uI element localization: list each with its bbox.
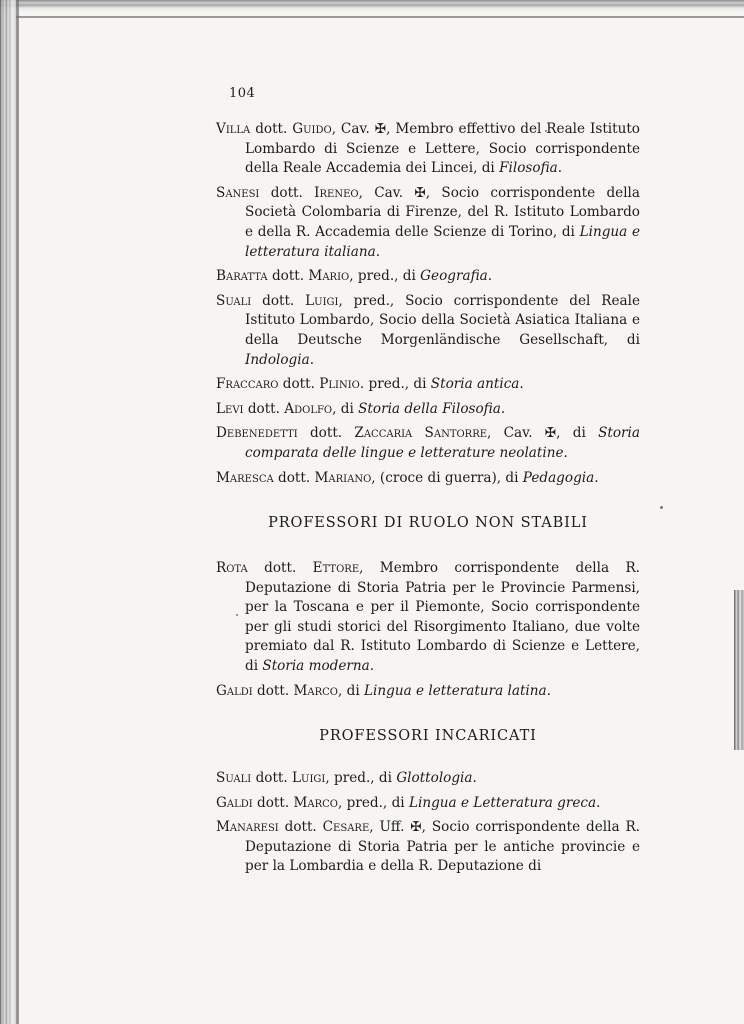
faculty-entry bbox=[216, 682, 640, 702]
entry-subject: Storia moderna bbox=[262, 657, 370, 674]
entry-title: dott. bbox=[259, 184, 315, 201]
entry-given-name: Ettore bbox=[312, 560, 360, 576]
entry-given-name: Marco bbox=[293, 794, 339, 811]
entry-subject: Storia antica bbox=[430, 376, 520, 393]
section-heading-adjunct: PROFESSORI INCARICATI bbox=[319, 728, 537, 744]
page-number: 104 bbox=[229, 86, 256, 101]
entry-given-name: Mariano bbox=[314, 469, 372, 486]
entry-given-name: Zaccaria Santorre bbox=[354, 425, 488, 442]
entry-subject: Lingua e letteratura latina bbox=[364, 682, 547, 699]
entry-surname: Levi bbox=[216, 400, 244, 417]
entry-description: , pred., di bbox=[338, 794, 409, 811]
faculty-entry bbox=[216, 184, 640, 262]
entry-surname: Maresca bbox=[216, 469, 274, 486]
entry-description: , (croce di guerra), di bbox=[371, 469, 523, 486]
entry-end: . bbox=[546, 682, 551, 699]
faculty-entry bbox=[216, 424, 640, 463]
entry-title: dott. bbox=[251, 292, 306, 309]
entry-end: . bbox=[309, 351, 315, 368]
faculty-entry bbox=[216, 769, 640, 789]
entry-surname: Suali bbox=[216, 770, 252, 786]
entry-surname: Debenedetti bbox=[216, 425, 298, 442]
faculty-entry bbox=[216, 292, 640, 370]
entry-surname: Baratta bbox=[216, 268, 268, 285]
entry-title: dott. bbox=[243, 400, 285, 417]
entry-subject: Glottologia bbox=[396, 770, 473, 786]
entry-surname: Fraccaro bbox=[216, 376, 279, 393]
faculty-entry bbox=[216, 818, 640, 877]
entry-given-name: Cesare bbox=[322, 819, 370, 836]
entry-end: . bbox=[500, 400, 506, 417]
entry-subject: Pedagogia bbox=[522, 469, 595, 486]
entry-title: dott. bbox=[252, 682, 294, 699]
scan-binding-edge bbox=[0, 0, 16, 1024]
entry-end: . bbox=[375, 243, 381, 260]
entries-block-ordinary-professors bbox=[216, 120, 640, 493]
entry-given-name: Luigi bbox=[292, 770, 326, 786]
entry-description: , pred., di bbox=[349, 268, 421, 285]
entry-description: , Uff. ✠, Socio corrispondente della R. Deputazione di Storia Patria per le antiche provincie e per la Lombardia e della R. Deputazione di bbox=[245, 819, 640, 875]
entry-surname: Galdi bbox=[216, 794, 253, 811]
entry-given-name: Luigi bbox=[305, 292, 339, 309]
entry-subject: Geografia bbox=[420, 268, 488, 285]
entry-description: , di bbox=[332, 400, 359, 417]
entry-title: dott. bbox=[252, 794, 294, 811]
entry-description: , Membro corrispondente della R. Deputazione di Storia Patria per le Provincie Parmensi, per la Toscana e per il Piemonte, Socio corrispondente per gli studi storici del Risorgimento Italiano, due volte premiato dal R. Istituto Lombardo di Scienze e Lettere, di bbox=[245, 560, 640, 674]
entry-subject: Indologia bbox=[245, 351, 310, 368]
faculty-entry bbox=[216, 120, 640, 179]
entries-block-adjunct-professors bbox=[216, 769, 640, 882]
entries-block-non-tenured-professors bbox=[216, 559, 640, 706]
entry-end: . bbox=[519, 376, 524, 393]
entry-surname: Villa bbox=[216, 121, 251, 137]
entry-surname: Suali bbox=[216, 292, 252, 309]
entry-title: dott. bbox=[250, 121, 293, 137]
entry-given-name: Adolfo bbox=[284, 400, 333, 417]
faculty-entry bbox=[216, 469, 640, 489]
faculty-entry bbox=[216, 794, 640, 814]
entry-description: , Cav. ✠, di bbox=[487, 425, 599, 442]
entry-subject: Filosofia bbox=[499, 160, 558, 177]
entry-description: , pred., Socio corrispondente del Reale Istituto Lombardo, Socio della Società Asiatica Italiana e della Deutsche Morgenländische Gesellschaft, di bbox=[245, 292, 640, 348]
entry-title: dott. bbox=[247, 560, 313, 576]
entry-surname: Rota bbox=[216, 560, 248, 576]
entry-subject: Storia della Filosofia bbox=[358, 400, 501, 417]
section-heading-non-tenured: PROFESSORI DI RUOLO NON STABILI bbox=[268, 515, 588, 531]
entry-given-name: Mario bbox=[308, 268, 350, 285]
entry-end: . bbox=[369, 657, 375, 674]
entry-given-name: Ireneo bbox=[314, 184, 359, 201]
entry-surname: Sanesi bbox=[216, 184, 260, 201]
entry-given-name: Guido bbox=[292, 121, 332, 137]
entry-description: , Cav. ✠, Membro effettivo del Reale Istituto Lombardo di Scienze e Lettere, Socio corrispondente della Reale Accademia dei Lincei, di bbox=[245, 121, 640, 177]
entry-end: . bbox=[594, 469, 599, 486]
entry-surname: Galdi bbox=[216, 682, 253, 699]
entry-end: . bbox=[487, 268, 493, 285]
entry-description: , pred., di bbox=[325, 770, 397, 786]
entry-description: , di bbox=[338, 682, 365, 699]
entry-end: . bbox=[596, 794, 601, 811]
entry-title: dott. bbox=[251, 770, 293, 786]
entry-description: , Cav. ✠, Socio corrispondente della Società Colombaria di Firenze, del R. Istituto Lombardo e della R. Accademia delle Scienze di Torino, di bbox=[245, 184, 640, 240]
scan-binding-shadow bbox=[16, 0, 19, 1024]
faculty-entry bbox=[216, 375, 640, 395]
scan-top-edge bbox=[0, 0, 744, 12]
entry-end: . bbox=[472, 770, 477, 786]
entry-given-name: Plinio bbox=[319, 376, 360, 393]
faculty-entry bbox=[216, 267, 640, 287]
entry-end: . bbox=[563, 444, 568, 461]
entry-subject: Lingua e Letteratura greca bbox=[408, 794, 597, 811]
entry-surname: Manaresi bbox=[216, 819, 279, 836]
entry-subject: Lingua e letteratura italiana bbox=[245, 223, 640, 260]
entry-title: dott. bbox=[278, 376, 320, 393]
faculty-entry bbox=[216, 400, 640, 420]
entry-given-name: Marco bbox=[293, 682, 339, 699]
entry-title: dott. bbox=[273, 469, 315, 486]
faculty-entry bbox=[216, 559, 640, 677]
entry-description: . pred., di bbox=[359, 376, 431, 393]
entry-title: dott. bbox=[278, 819, 323, 836]
scan-top-line bbox=[16, 16, 744, 18]
scan-right-edge-mark bbox=[734, 590, 744, 750]
entry-title: dott. bbox=[297, 425, 355, 442]
entry-end: . bbox=[557, 160, 563, 177]
scan-speck bbox=[660, 506, 663, 509]
entry-title: dott. bbox=[267, 268, 309, 285]
entry-subject: Storia comparata delle lingue e letterature neolatine bbox=[245, 425, 640, 461]
